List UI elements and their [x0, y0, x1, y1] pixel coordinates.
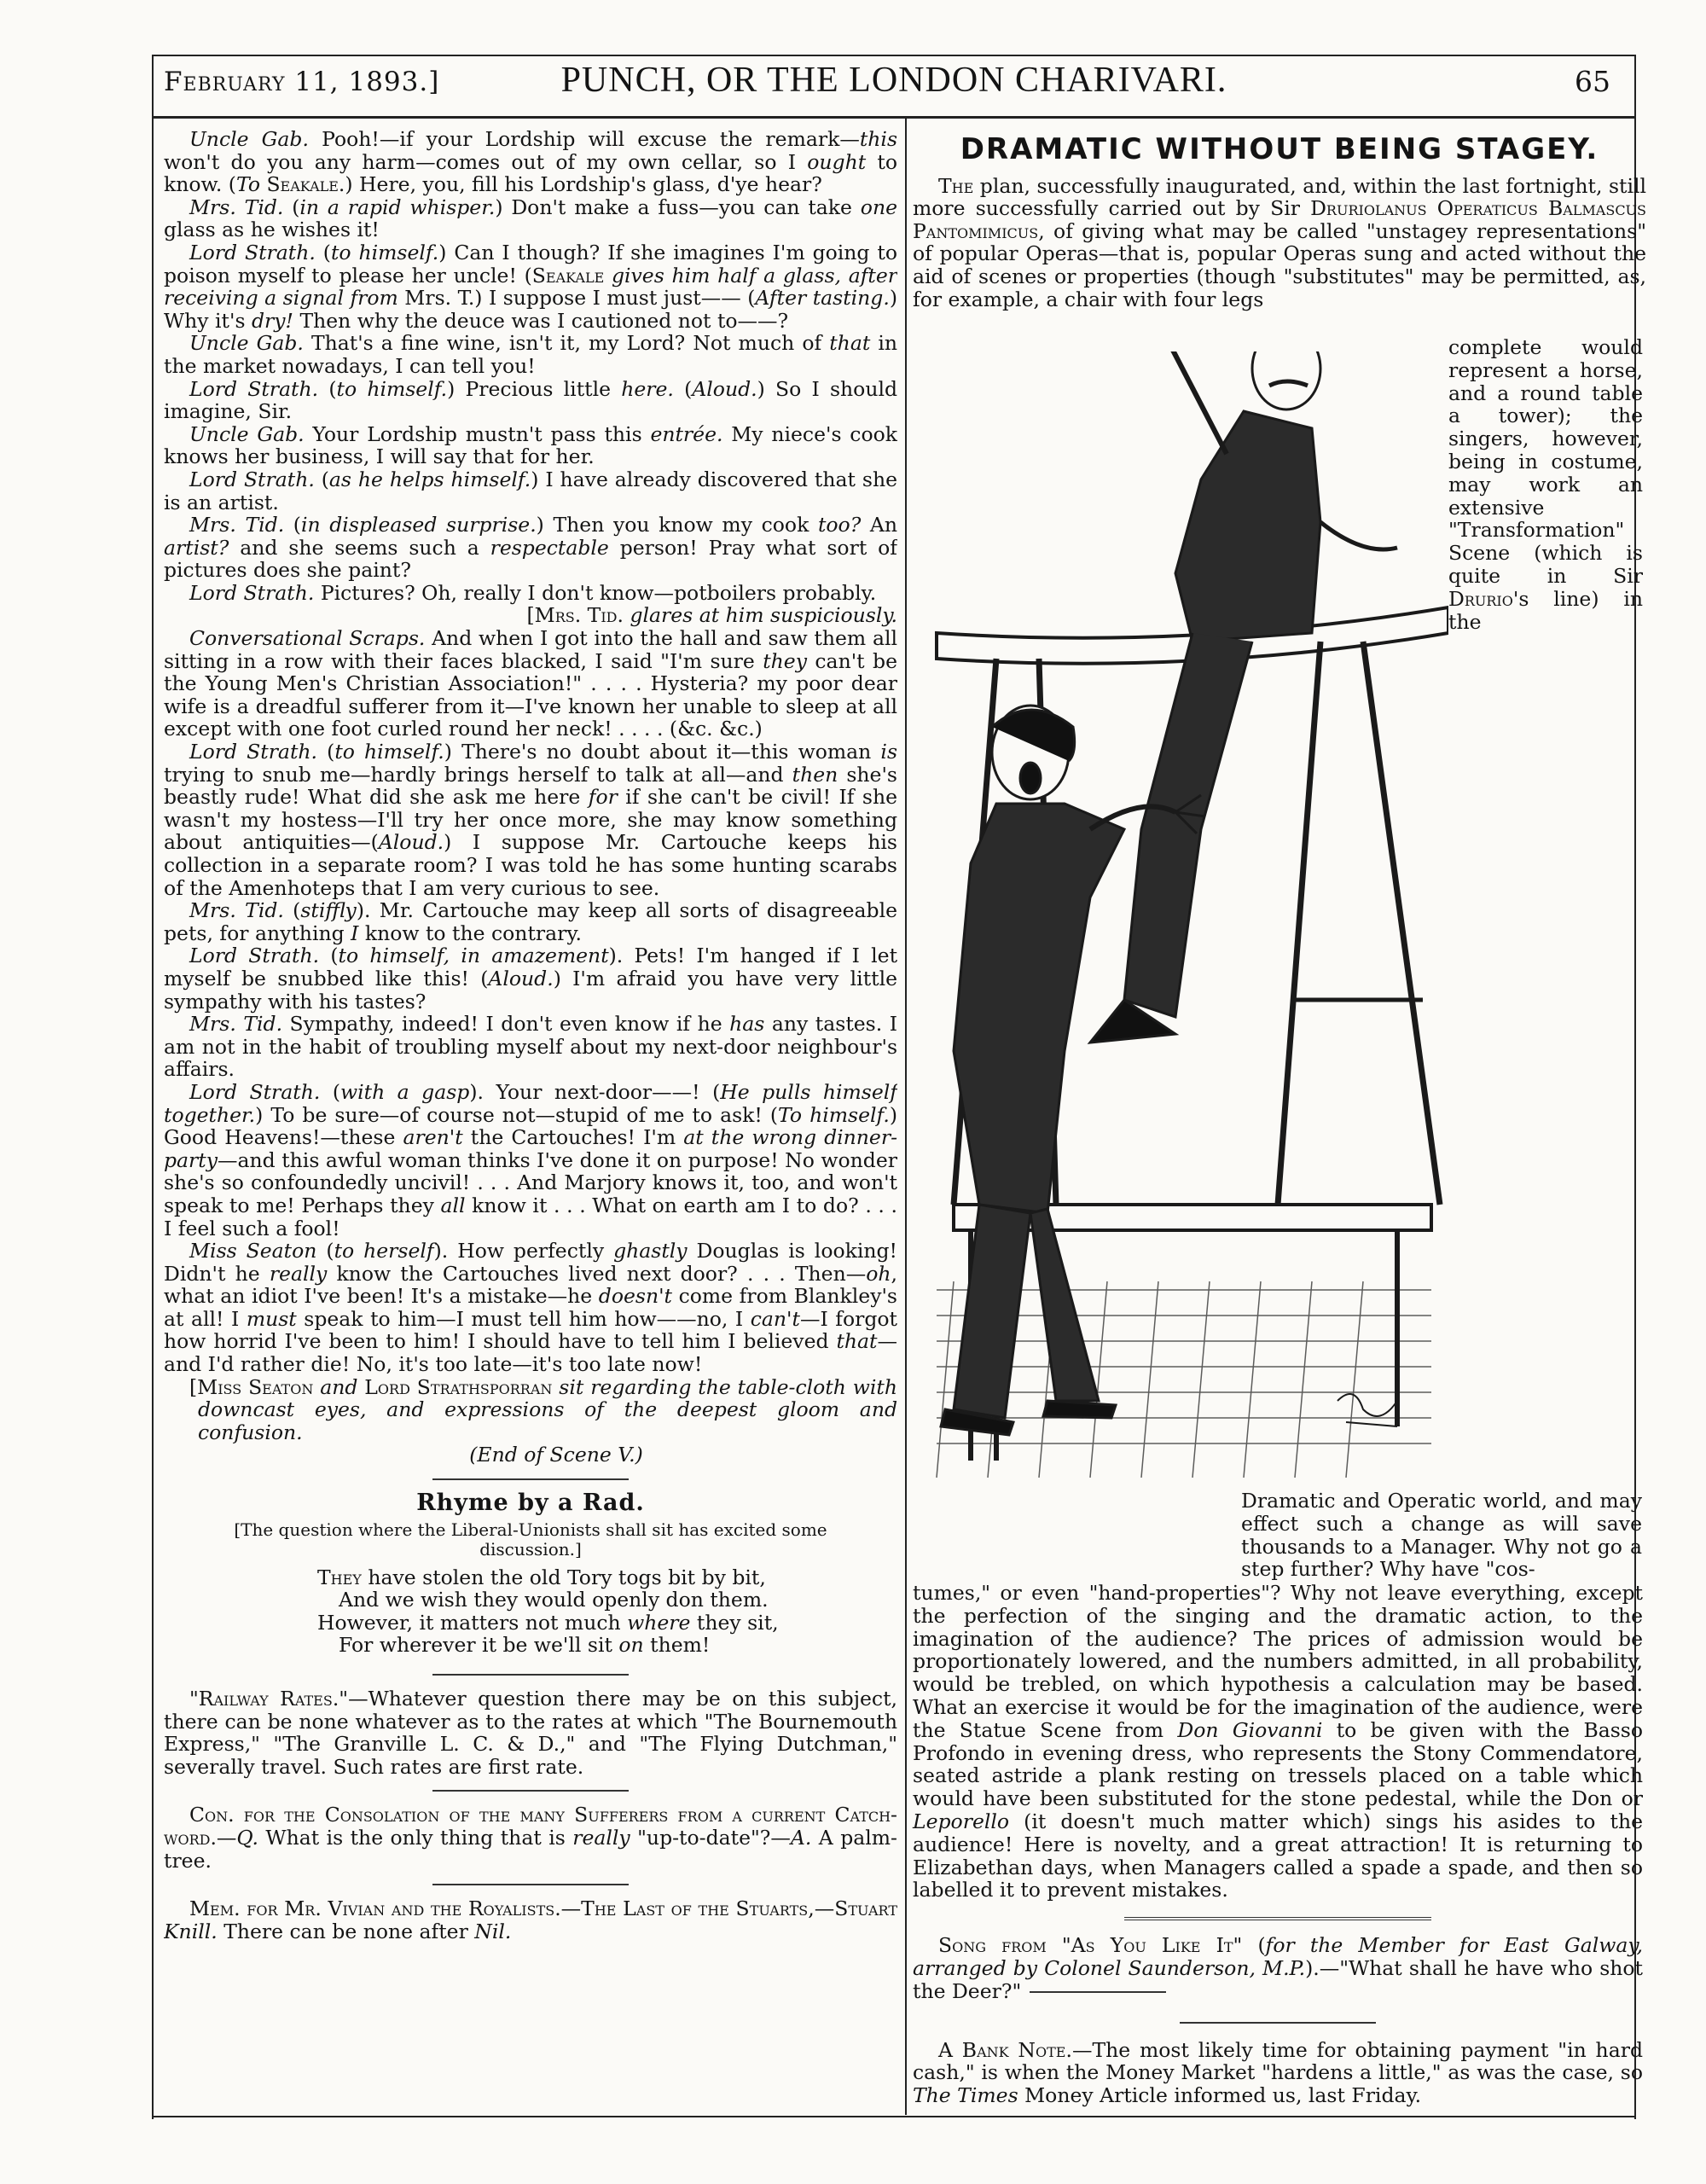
speech-lord-strath-1: Lord Strath. (to himself.) Can I though? If she imagines I'm going to poison myself to please her uncle! (Seakale gives him half a glass, after receiving a signal from Mrs. T.) I suppose I must just—— (After tasting.) Why it's dry! Then why the deuce was I cautioned not to——?: [164, 240, 897, 333]
con-paragraph: Con. for the Consolation of the many Sufferers from a current Catch-word.—Q. What is the only thing that is really "up-to-date"?—A. A palm-tree.: [164, 1803, 897, 1873]
speech-lord-strath-5: Lord Strath. (to himself.) There's no doubt about it—this woman is trying to snub me—hardly brings herself to talk at all—and then she's beastly rude! What did she ask me here for if she can't be civil! If she wasn't my hostess—I'll try her once more, she may know something about antiquities—(Aloud.) I suppose Mr. Cartouche keeps his collection in a separate room? I was told he has some hunting scarabs of the Amenhoteps that I am very curious to see.: [164, 740, 897, 900]
fill-in-line: [1030, 1991, 1166, 1993]
end-of-scene: (End of Scene V.): [469, 1443, 643, 1467]
cartoon-illustration: [920, 351, 1448, 1490]
article-wrap-text-2: Dramatic and Operatic world, and may effect such a change as will save thousands to a Manager. Why not go a step further? Why have "cos-: [1241, 1489, 1642, 1582]
article-intro: The plan, successfully inaugurated, and, within the last fortnight, still more successfully carried out by Sir Druriolanus Operaticus Balmascus Pantomimicus, of giving what may be called "unstagey representations" of popular Operas—that is, popular Operas sung and acted without the aid of scenes or properties (though "substitutes" may be permitted, as, for example, a chair with four legs: [913, 173, 1646, 311]
speech-miss-seaton: Miss Seaton (to herself). How perfectly ghastly Douglas is looking! Didn't he really know the Cartouches lived next door? . . . Then—oh, what an idiot I've been! It's a mistake—he doesn't come from Blankley's at all! I must speak to him—I must tell him how——no, I can't—I forgot how horrid I've been to him! I should have to tell him I believed that—and I'd rather die! No, it's too late—it's too late now!: [164, 1239, 897, 1377]
page-number: 65: [1575, 65, 1610, 98]
speech-lord-strath-7: Lord Strath. (with a gasp). Your next-door——! (He pulls himself together.) To be sure—of course not—stupid of me to ask! (To himself.) Good Heavens!—these aren't the Cartouches! I'm at the wrong dinner-party—and this awful woman thinks I've done it on purpose! No wonder she's so confoundedly uncivil! . . . And Marjory knows it, too, and won't speak to me! Perhaps they all know it . . . What on earth am I to do? . . . I feel such a fool!: [164, 1079, 897, 1240]
rhyme-title: Rhyme by a Rad.: [416, 1490, 645, 1517]
header-rule-top: [152, 55, 1636, 56]
page-border-left: [152, 55, 154, 2119]
poem-line-3: However, it matters not much where they sit,: [317, 1610, 779, 1635]
artist-signature: [1338, 1394, 1397, 1426]
rhyme-note: [The question where the Liberal-Unionists shall sit has excited some discussion.]: [234, 1519, 827, 1560]
speech-mrs-tid-4: Mrs. Tid. Sympathy, indeed! I don't even know if he has any tastes. I am not in the habit of troubling myself about my next-door neighbour's affairs.: [164, 1012, 897, 1082]
article-wrap-text-1: complete would represent a horse, and a round table a tower); the singers, however, being in costume, may work an extensive "Transformation" Scene (which is quite in Sir Drurio's line) in the: [1448, 335, 1643, 634]
section-divider: [432, 1674, 629, 1676]
seated-singer: [1082, 351, 1397, 1043]
stage-direction-1: [Mrs. Tid. glares at him suspiciously.: [526, 603, 897, 628]
speech-uncle-gab-2: Uncle Gab. That's a fine wine, isn't it, my Lord? Not much of that in the market nowadays, I can tell you!: [164, 331, 897, 378]
page-rule-bottom: [152, 2116, 1636, 2117]
page-header: [152, 60, 1636, 113]
left-column: [164, 128, 897, 2106]
section-divider: [432, 1790, 629, 1792]
speech-uncle-gab-1: Uncle Gab. Pooh!—if your Lordship will excuse the remark—this won't do you any harm—comes out of my own cellar, so I ought to know. (To Seakale.) Here, you, fill his Lordship's glass, d'ye hear?: [164, 128, 897, 197]
speech-lord-strath-2: Lord Strath. (to himself.) Precious little here. (Aloud.) So I should imagine, Sir.: [164, 376, 897, 424]
article-body: tumes," or even "hand-properties"? Why not leave everything, except the perfection of the singing and the dramatic action, to the imagination of the audience? The prices of admission would be proportionately lowered, and the numbers admitted, in all probability, would be trebled, on which hypothesis a calculation may be based. What an exercise it would be for the imagination of the audience, were the Statue Scene from Don Giovanni to be given with the Basso Profondo in evening dress, who represents the Stony Commendatore, seated astride a plank resting on tressels placed on a table which would have been substituted for the stone pedestal, while the Don or Leporello (it doesn't much matter which) sings his asides to the audience! Here is novelty, and a great attraction! It is returning to Elizabethan days, when Managers called a spade a spade, and then so labelled it to prevent mistakes.: [913, 1581, 1643, 1902]
section-divider: [432, 1478, 629, 1480]
poem-line-4: For wherever it be we'll sit on them!: [339, 1633, 711, 1658]
issue-date: February 11, 1893.]: [164, 67, 440, 97]
speech-mrs-tid-1: Mrs. Tid. (in a rapid whisper.) Don't make a fuss—you can take one glass as he wishes it!: [164, 195, 897, 242]
song-paragraph: Song from "As You Like It" (for the Member for East Galway, arranged by Colonel Saunderson, M.P.).—"What shall he have who shot the Deer?": [913, 1933, 1643, 2003]
speech-lord-strath-4: Lord Strath. Pictures? Oh, really I don't know—potboilers probably.: [189, 580, 877, 605]
section-divider: [1180, 2022, 1376, 2024]
section-divider: [432, 1884, 629, 1885]
column-divider: [905, 119, 907, 2115]
article-title: DRAMATIC WITHOUT BEING STAGEY.: [960, 132, 1599, 166]
right-column: [913, 128, 1646, 341]
speech-uncle-gab-3: Uncle Gab. Your Lordship mustn't pass this entrée. My niece's cook knows her business, I will say that for her.: [164, 421, 897, 469]
speech-lord-strath-3: Lord Strath. (as he helps himself.) I have already discovered that she is an artist.: [164, 467, 897, 514]
speech-lord-strath-6: Lord Strath. (to himself, in amazement). Pets! I'm hanged if I let myself be snubbed like this! (Aloud.) I'm afraid you have very little sympathy with his tastes?: [164, 944, 897, 1014]
poem-line-2: And we wish they would openly don them.: [339, 1588, 769, 1612]
conversational-scraps: Conversational Scraps. And when I got into the hall and saw them all sitting in a row with their faces blacked, I said "I'm sure they can't be the Young Men's Christian Association!" . . . . Hysteria? my poor dear wife is a dreadful sufferer from it—I've known her unable to sleep at all except with one foot curled round her neck! . . . . (&c. &c.): [164, 626, 897, 741]
double-rule-divider: [1124, 1917, 1431, 1920]
speech-mrs-tid-3: Mrs. Tid. (stiffly). Mr. Cartouche may keep all sorts of disagreeable pets, for anything I know to the contrary.: [164, 898, 897, 945]
publication-title: PUNCH, OR THE LONDON CHARIVARI.: [560, 61, 1227, 100]
mem-paragraph: Mem. for Mr. Vivian and the Royalists.—The Last of the Stuarts,—Stuart Knill. There can be none after Nil.: [164, 1896, 897, 1943]
stage-direction-final: [Miss Seaton and Lord Strathsporran sit regarding the table-cloth with downcast eyes, and expressions of the deepest gloom and confusion.: [189, 1374, 897, 1444]
header-rule-bottom: [152, 116, 1636, 119]
railway-rates-paragraph: "Railway Rates."—Whatever question there may be on this subject, there can be none whatever as to the rates at which "The Bournemouth Express," "The Granville L. C. & D.," and "The Flying Dutchman," severally travel. Such rates are first rate.: [164, 1687, 897, 1779]
speech-mrs-tid-2: Mrs. Tid. (in displeased surprise.) Then you know my cook too? An artist? and she seems such a respectable person! Pray what sort of pictures does she paint?: [164, 513, 897, 583]
bank-note-paragraph: A Bank Note.—The most likely time for obtaining payment "in hard cash," is when the Money Market "hardens a little," as was the case, so The Times Money Article informed us, last Friday.: [913, 2037, 1643, 2108]
article-continuation: [913, 1582, 1643, 2107]
poem-line-1: They have stolen the old Tory togs bit by bit,: [317, 1565, 766, 1589]
